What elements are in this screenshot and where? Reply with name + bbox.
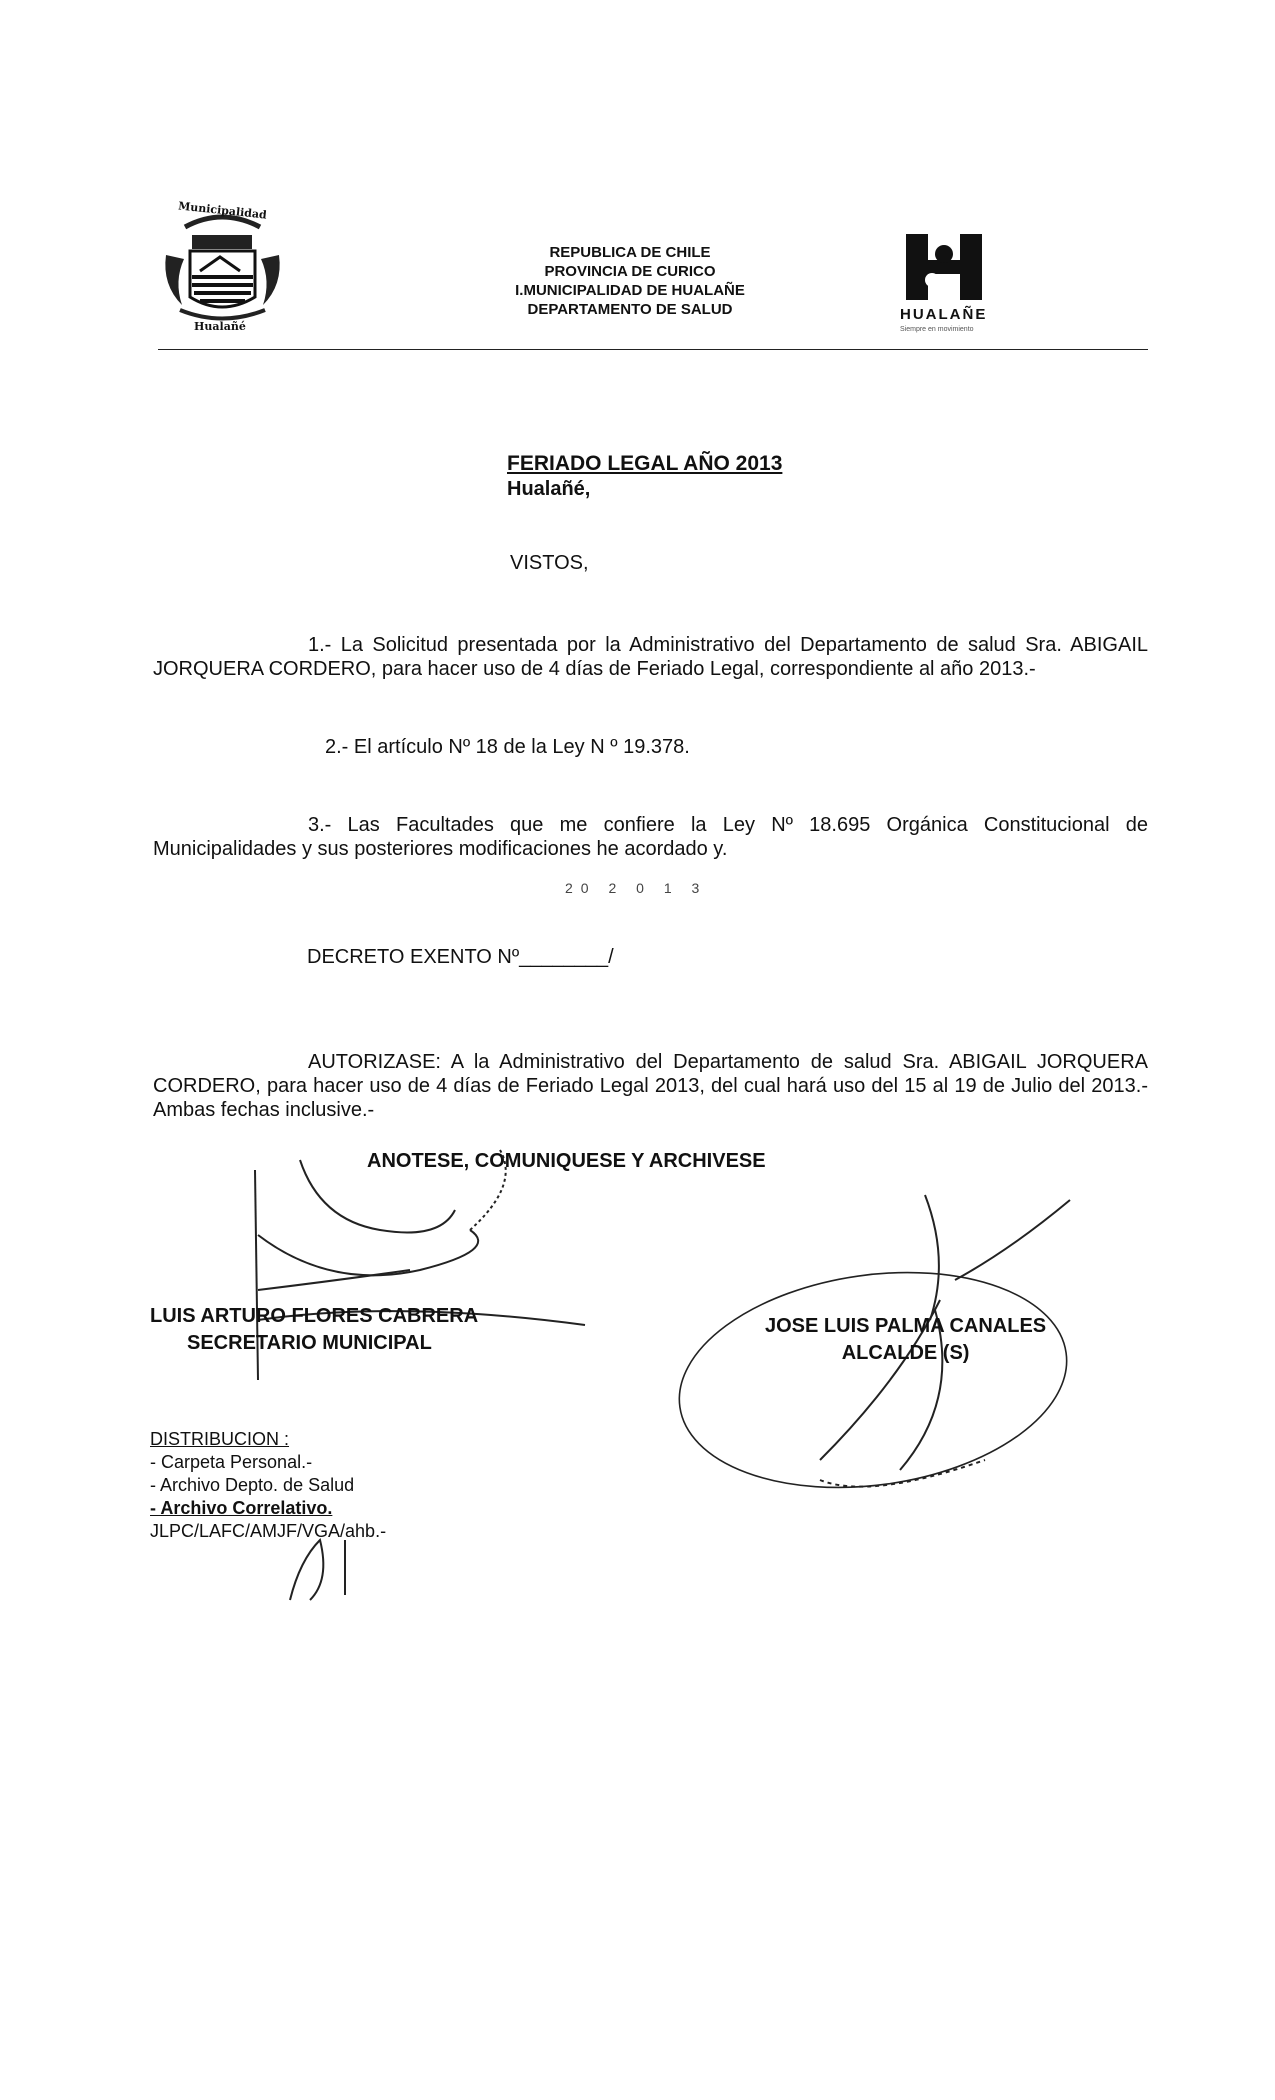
signature-right-block [765,1313,1046,1367]
hualane-logo-name: HUALAÑE [900,306,988,323]
item-2-paragraph: 2.- El artículo Nº 18 de la Ley N º 19.378. [325,736,690,758]
header-line-republica: REPUBLICA DE CHILE [549,244,711,261]
header-line-departamento: DEPARTAMENTO DE SALUD [527,301,733,318]
autorizase-paragraph: AUTORIZASE: A la Administrativo del Departamento de salud Sra. ABIGAIL JORQUERA CORDERO, para hacer uso de 4 días de Feriado Legal 2013, del cual hará uso del 15 al 19 de Julio del 2013.- Ambas fechas inclusive.- [153,1051,1148,1121]
date-stamp-marks: 20 2 0 1 3 [565,880,708,896]
distribution-item: - Archivo Correlativo. [150,1498,333,1518]
distribution-item: - Carpeta Personal.- [150,1452,313,1472]
hualane-logo-slogan: Siempre en movimiento [900,326,974,333]
item-3-paragraph: 3.- Las Facultades que me confiere la Ley Nº 18.695 Orgánica Constitucional de Municipalidades y sus posteriores modificaciones he acordado y. [153,814,1148,860]
signature-left-block [150,1303,478,1357]
distribution-block [150,1428,386,1543]
decreto-exento-line: DECRETO EXENTO Nº________/ [307,946,614,968]
signature-right-name: JOSE LUIS PALMA CANALES [765,1315,1047,1337]
crest-text-top: Municipalidad [177,199,268,222]
document-title: FERIADO LEGAL AÑO 2013 [507,452,783,475]
signature-right-title: ALCALDE (S) [841,1342,970,1364]
header-line-provincia: PROVINCIA DE CURICO [544,263,716,280]
distribution-heading: DISTRIBUCION : [150,1429,290,1449]
distribution-item: - Archivo Depto. de Salud [150,1475,355,1495]
crest-text-bottom: Hualañé [194,320,246,333]
vistos-heading: VISTOS, [510,552,589,574]
item-1-paragraph: 1.- La Solicitud presentada por la Administrativo del Departamento de salud Sra. ABIGAIL JORQUERA CORDERO, para hacer uso de 4 días de Feriado Legal, correspondiente al año 2013.- [153,634,1148,680]
distribution-initials: JLPC/LAFC/AMJF/VGA/ahb.- [150,1521,387,1541]
anotese-line: ANOTESE, COMUNIQUESE Y ARCHIVESE [367,1150,766,1172]
header-line-municipalidad: I.MUNICIPALIDAD DE HUALAÑE [515,282,745,299]
signature-left-title: SECRETARIO MUNICIPAL [187,1332,432,1354]
signature-left-name: LUIS ARTURO FLORES CABRERA [150,1305,479,1327]
document-city: Hualañé, [507,478,591,500]
